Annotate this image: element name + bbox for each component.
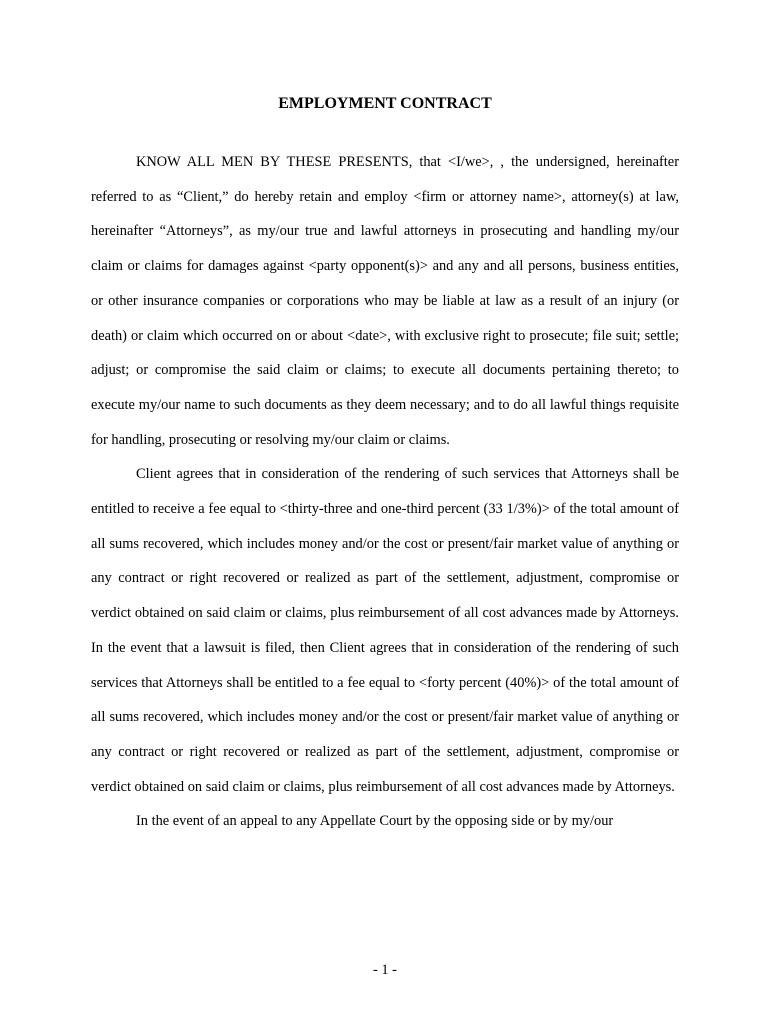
document-body (91, 145, 679, 839)
document-title: EMPLOYMENT CONTRACT (278, 95, 492, 112)
paragraph-retainer: KNOW ALL MEN BY THESE PRESENTS, that <I/we>, , the undersigned, hereinafter referred to as “Client,” do hereby retain and employ <firm or attorney name>, attorney(s) at law, hereinafter “Attorneys”, as my/our true and lawful attorneys in prosecuting and handling my/our claim or claims for damages against <party opponent(s)> and any and all persons, business entities, or other insurance companies or corporations who may be liable at law as a result of an injury (or death) or claim which occurred on or about <date>, with exclusive right to prosecute; file suit; settle; adjust; or compromise the said claim or claims; to execute all documents pertaining thereto; to execute my/our name to such documents as they deem necessary; and to do all lawful things requisite for handling, prosecuting or resolving my/our claim or claims. (91, 154, 679, 448)
paragraph-fee-agreement: Client agrees that in consideration of the rendering of such services that Attorneys shall be entitled to receive a fee equal to <thirty-three and one-third percent (33 1/3%)> of the total amount of all sums recovered, which includes money and/or the cost or present/fair market value of anything or any contract or right recovered or realized as part of the settlement, adjustment, compromise or verdict obtained on said claim or claims, plus reimbursement of all cost advances made by Attorneys. In the event that a lawsuit is filed, then Client agrees that in consideration of the rendering of such services that Attorneys shall be entitled to a fee equal to <forty percent (40%)> of the total amount of all sums recovered, which includes money and/or the cost or present/fair market value of anything or any contract or right recovered or realized as part of the settlement, adjustment, compromise or verdict obtained on said claim or claims, plus reimbursement of all cost advances made by Attorneys. (91, 466, 679, 795)
paragraph-appeal: In the event of an appeal to any Appellate Court by the opposing side or by my/our (136, 813, 614, 830)
page-number: - 1 - (373, 962, 397, 978)
